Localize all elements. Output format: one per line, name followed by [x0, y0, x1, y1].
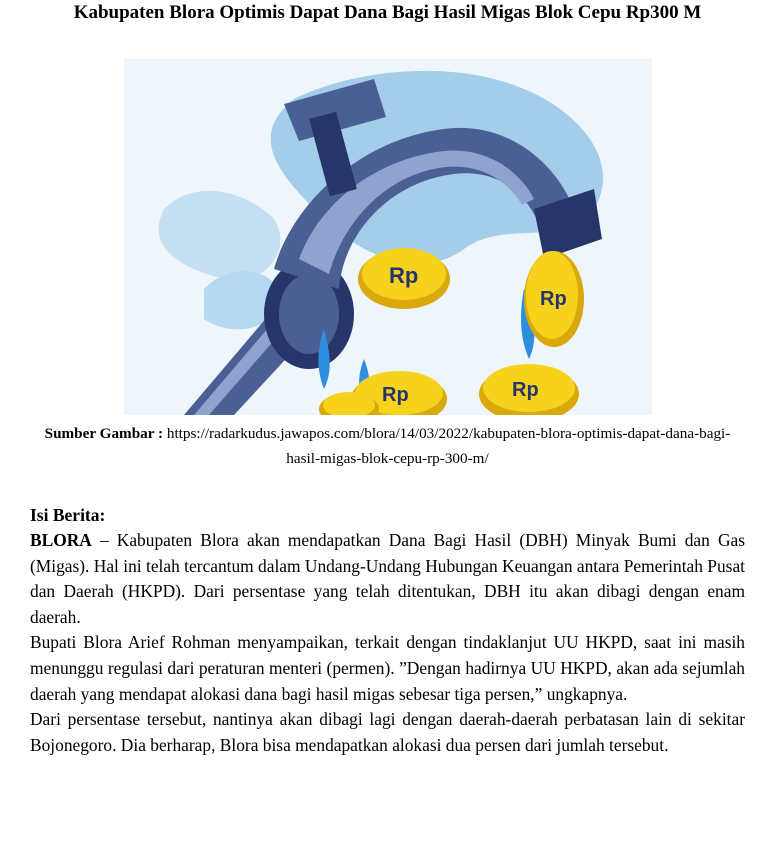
paragraph-1-text: – Kabupaten Blora akan mendapatkan Dana Bagi Hasil (DBH) Minyak Bumi dan Gas (Migas). Hal ini telah tercantum dalam Undang-Undang Hubungan Keuangan antara Pemerintah Pusat dan Daerah (HKPD). Dari persentase yang telah ditentukan, DBH itu akan dibagi dengan enam daerah. — [30, 530, 745, 627]
faucet-coins-illustration — [124, 59, 652, 415]
article-image — [124, 59, 652, 415]
coin-label: Rp — [512, 379, 539, 401]
article-paragraph-2: Bupati Blora Arief Rohman menyampaikan, terkait dengan tindaklanjut UU HKPD, saat ini masih menunggu regulasi dari peraturan menteri (permen). ”Dengan hadirnya UU HKPD, akan ada sejumlah daerah yang mendapat alokasi dana bagi hasil migas sebesar tiga persen,” ungkapnya. — [30, 632, 745, 704]
article-title: Kabupaten Blora Optimis Dapat Dana Bagi Hasil Migas Blok Cepu Rp300 M — [73, 2, 702, 23]
coin-label: Rp — [389, 263, 419, 288]
article-paragraph-1 — [30, 528, 745, 630]
coin-icon — [524, 251, 584, 347]
coin-label: Rp — [382, 384, 409, 406]
image-caption — [30, 421, 745, 471]
caption-label: Sumber Gambar : — [44, 425, 164, 442]
article-paragraph-3: Dari persentase tersebut, nantinya akan dibagi lagi dengan daerah-daerah perbatasan lain di sekitar Bojonegoro. Dia berharap, Blora bisa mendapatkan alokasi dua persen dari jumlah tersebut. — [30, 709, 745, 755]
dateline: BLORA — [30, 530, 92, 550]
coin-label: Rp — [540, 288, 567, 310]
article-body — [30, 528, 745, 758]
caption-source-link[interactable]: https://radarkudus.jawapos.com/blora/14/03/2022/kabupaten-blora-optimis-dapat-dana-bagi-hasil-migas-blok-cepu-rp-300-m/ — [166, 425, 731, 467]
section-heading: Isi Berita: — [30, 505, 106, 525]
